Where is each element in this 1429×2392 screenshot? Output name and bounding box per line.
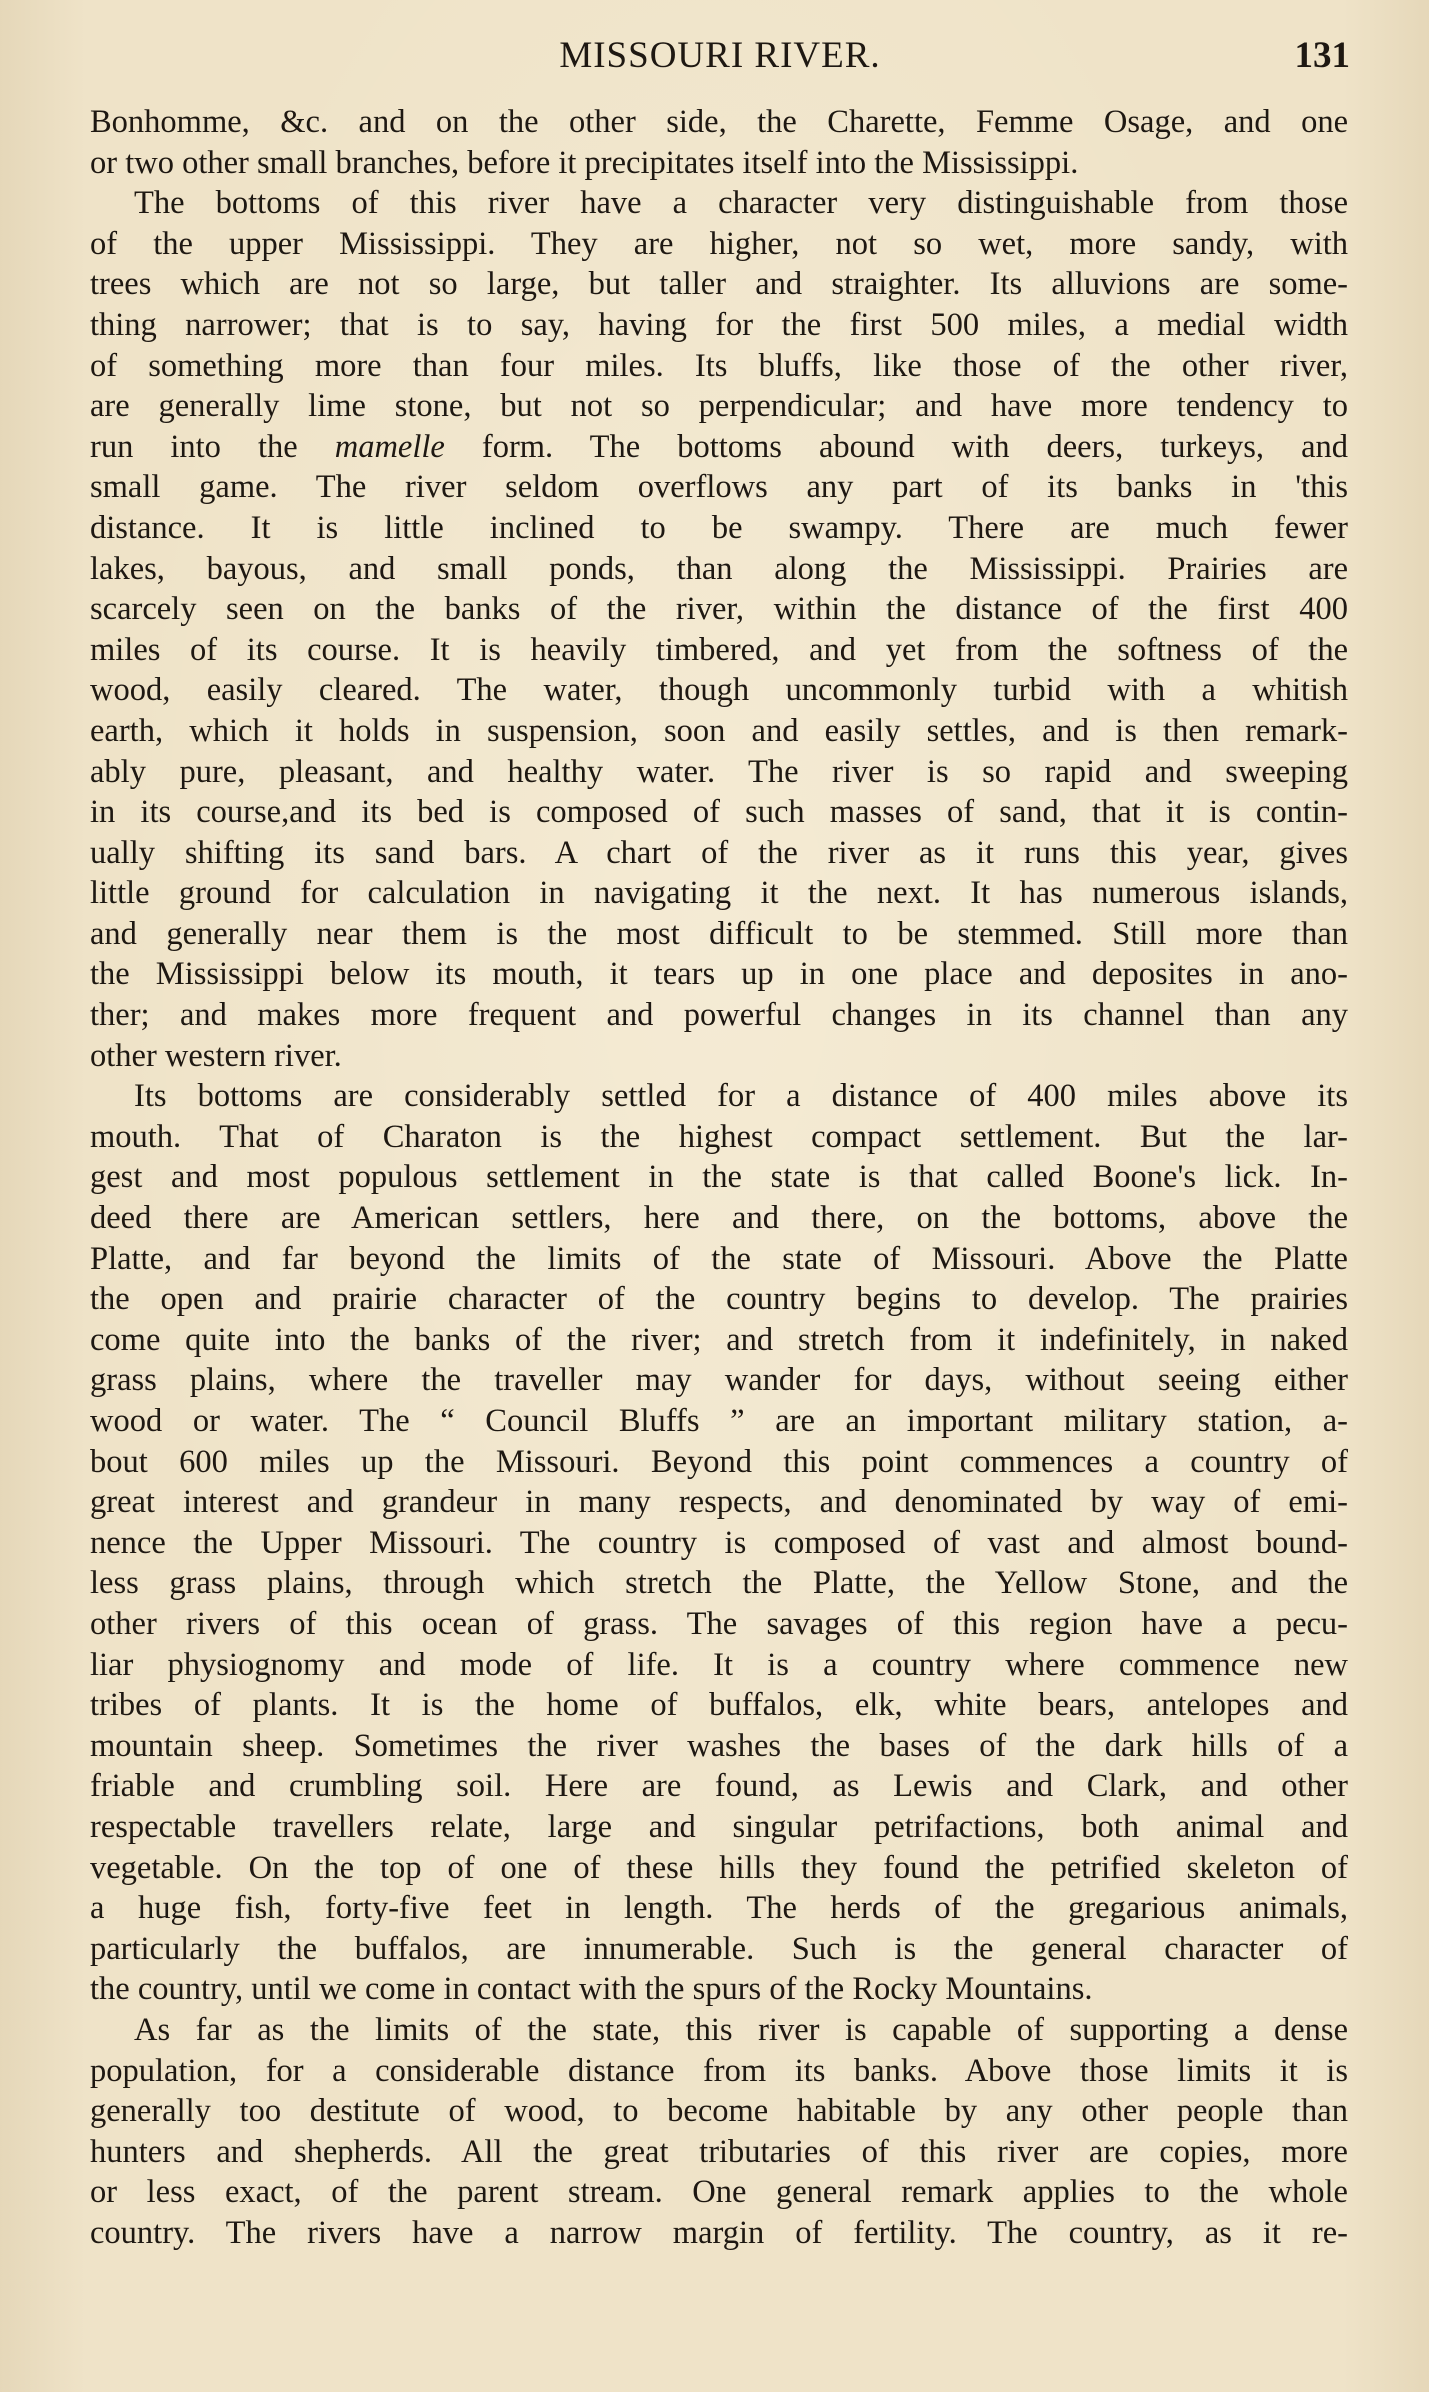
text-line: population, for a considerable distance from its banks. Above those limits it is bbox=[90, 2052, 1348, 2089]
text-line: Its bottoms are considerably settled for a distance of 400 miles above its bbox=[134, 1078, 1348, 1115]
text-line: or less exact, of the parent stream. One general remark applies to the whole bbox=[90, 2174, 1348, 2211]
text-line: friable and crumbling soil. Here are found, as Lewis and Clark, and other bbox=[90, 1768, 1348, 1805]
text-line: are generally lime stone, but not so perpendicular; and have more tendency to bbox=[90, 388, 1348, 425]
text-line: run into the mamelle form. The bottoms abound with deers, turkeys, and bbox=[90, 428, 1348, 465]
text-line: great interest and grandeur in many respects, and denominated by way of emi- bbox=[90, 1484, 1348, 1521]
text-line: gest and most populous settlement in the state is that called Boone's lick. In- bbox=[90, 1159, 1348, 1196]
text-line: respectable travellers relate, large and singular petrifactions, both animal and bbox=[90, 1808, 1348, 1845]
text-line: thing narrower; that is to say, having for the first 500 miles, a medial width bbox=[90, 306, 1348, 343]
text-line: come quite into the banks of the river; and stretch from it indefinitely, in naked bbox=[90, 1321, 1348, 1358]
text-line: The bottoms of this river have a character very distinguishable from those bbox=[134, 185, 1348, 222]
text-line: of something more than four miles. Its bluffs, like those of the other river, bbox=[90, 347, 1348, 384]
text-line: liar physiognomy and mode of life. It is a country where commence new bbox=[90, 1646, 1348, 1683]
text-line: particularly the buffalos, are innumerable. Such is the general character of bbox=[90, 1930, 1348, 1967]
text-line: the open and prairie character of the country begins to develop. The prairies bbox=[90, 1281, 1348, 1318]
text-line: less grass plains, through which stretch the Platte, the Yellow Stone, and the bbox=[90, 1565, 1348, 1602]
text-line: a huge fish, forty-five feet in length. The herds of the gregarious animals, bbox=[90, 1890, 1348, 1927]
text-line: lakes, bayous, and small ponds, than along the Mississippi. Prairies are bbox=[90, 550, 1348, 587]
text-line: small game. The river seldom overflows any part of its banks in 'this bbox=[90, 469, 1348, 506]
text-line: in its course,and its bed is composed of such masses of sand, that it is contin- bbox=[90, 794, 1348, 831]
text-line: the Mississippi below its mouth, it tears up in one place and deposites in ano- bbox=[90, 956, 1348, 993]
text-line: miles of its course. It is heavily timbered, and yet from the softness of the bbox=[90, 631, 1348, 668]
text-line: tribes of plants. It is the home of buffalos, elk, white bears, antelopes and bbox=[90, 1687, 1348, 1724]
italic-word: mamelle bbox=[334, 428, 445, 465]
text-line: ably pure, pleasant, and healthy water. The river is so rapid and sweeping bbox=[90, 753, 1348, 790]
text-line: trees which are not so large, but taller and straighter. Its alluvions are some- bbox=[90, 266, 1348, 303]
text-line: mouth. That of Charaton is the highest compact settlement. But the lar- bbox=[90, 1118, 1348, 1155]
text-line: mountain sheep. Sometimes the river washes the bases of the dark hills of a bbox=[90, 1727, 1348, 1764]
text-line: of the upper Mississippi. They are higher, not so wet, more sandy, with bbox=[90, 225, 1348, 262]
text-line: earth, which it holds in suspension, soon and easily settles, and is then remark- bbox=[90, 712, 1348, 749]
text-line: scarcely seen on the banks of the river, within the distance of the first 400 bbox=[90, 591, 1348, 628]
text-line: the country, until we come in contact with the spurs of the Rocky Mountains. bbox=[90, 1971, 1093, 2008]
text-line: little ground for calculation in navigating it the next. It has numerous islands, bbox=[90, 875, 1348, 912]
text-line: other western river. bbox=[90, 1037, 342, 1074]
text-line: nence the Upper Missouri. The country is composed of vast and almost bound- bbox=[90, 1524, 1348, 1561]
page-number: 131 bbox=[1294, 35, 1350, 76]
body-text bbox=[90, 102, 1348, 2253]
text-line: generally too destitute of wood, to become habitable by any other people than bbox=[90, 2093, 1348, 2130]
text-line: Bonhomme, &c. and on the other side, the Charette, Femme Osage, and one bbox=[90, 104, 1348, 140]
text-line: vegetable. On the top of one of these hills they found the petrified skeleton of bbox=[90, 1849, 1348, 1886]
running-title: MISSOURI RIVER. bbox=[559, 35, 881, 76]
text-line: and generally near them is the most difficult to be stemmed. Still more than bbox=[90, 915, 1348, 952]
text-line: ther; and makes more frequent and powerful changes in its channel than any bbox=[90, 997, 1348, 1034]
page-header bbox=[90, 30, 1350, 90]
text-line: As far as the limits of the state, this river is capable of supporting a dense bbox=[134, 2011, 1348, 2048]
text-line: country. The rivers have a narrow margin of fertility. The country, as it re- bbox=[90, 2214, 1348, 2251]
text-line: grass plains, where the traveller may wander for days, without seeing either bbox=[90, 1362, 1348, 1399]
text-line: ually shifting its sand bars. A chart of the river as it runs this year, gives bbox=[90, 834, 1348, 871]
text-line: wood or water. The “ Council Bluffs ” are an important military station, a- bbox=[90, 1403, 1348, 1439]
text-line: distance. It is little inclined to be swampy. There are much fewer bbox=[90, 509, 1348, 546]
text-line: bout 600 miles up the Missouri. Beyond this point commences a country of bbox=[90, 1443, 1348, 1480]
text-line: other rivers of this ocean of grass. The savages of this region have a pecu- bbox=[90, 1605, 1348, 1642]
text-line: deed there are American settlers, here and there, on the bottoms, above the bbox=[90, 1200, 1348, 1237]
text-line: wood, easily cleared. The water, though uncommonly turbid with a whitish bbox=[90, 672, 1348, 709]
text-line: hunters and shepherds. All the great tributaries of this river are copies, more bbox=[90, 2133, 1348, 2170]
text-line: or two other small branches, before it precipitates itself into the Mississippi. bbox=[90, 144, 1079, 181]
text-line: Platte, and far beyond the limits of the state of Missouri. Above the Platte bbox=[90, 1240, 1348, 1277]
